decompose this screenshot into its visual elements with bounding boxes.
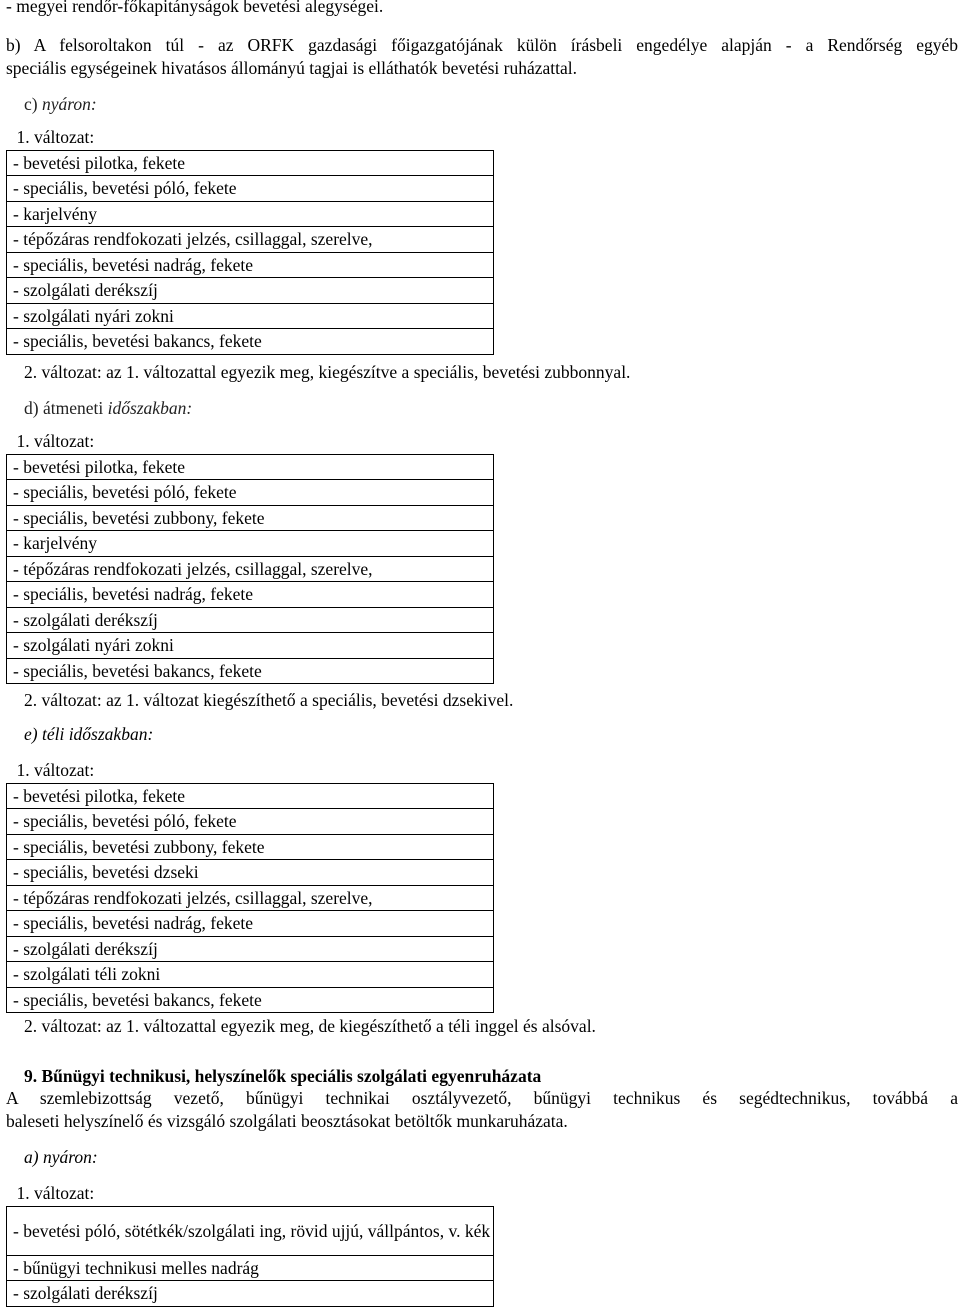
section-c-row: - tépőzáras rendfokozati jelzés, csillaggal, szerelve, <box>7 227 494 253</box>
section-9-table <box>6 1181 494 1307</box>
section-e-row: - speciális, bevetési póló, fekete <box>7 809 494 835</box>
section-9-a-heading: a) nyáron: <box>24 1147 98 1167</box>
paragraph-b-line-2: speciális egységeinek hivatásos állományú tagjai is elláthatók bevetési ruházattal. <box>6 58 577 78</box>
section-e-heading: e) téli időszakban: <box>24 724 154 744</box>
section-c-table-head: 1. változat: <box>7 125 494 150</box>
section-d-table <box>6 429 494 684</box>
section-e-row: - speciális, bevetési zubbony, fekete <box>7 834 494 860</box>
section-e-table <box>6 758 494 1013</box>
section-c-row: - szolgálati derékszíj <box>7 278 494 304</box>
section-c-row: - bevetési pilotka, fekete <box>7 150 494 176</box>
section-c-heading <box>24 92 97 116</box>
section-e-row: - speciális, bevetési nadrág, fekete <box>7 911 494 937</box>
section-d-row: - karjelvény <box>7 531 494 557</box>
section-e-row: - tépőzáras rendfokozati jelzés, csillaggal, szerelve, <box>7 885 494 911</box>
section-e-row: - speciális, bevetési dzseki <box>7 860 494 886</box>
section-c-row: - szolgálati nyári zokni <box>7 303 494 329</box>
section-d-row: - speciális, bevetési bakancs, fekete <box>7 658 494 684</box>
section-9-title: 9. Bűnügyi technikusi, helyszínelők speciális szolgálati egyenruházata <box>24 1066 542 1086</box>
section-d-heading-prefix: d) átmeneti <box>24 398 108 418</box>
section-d-heading <box>24 396 192 420</box>
section-d-row: - speciális, bevetési póló, fekete <box>7 480 494 506</box>
intro-line: - megyei rendőr-főkapitányságok bevetési alegységei. <box>6 0 384 16</box>
section-d-row: - speciális, bevetési nadrág, fekete <box>7 582 494 608</box>
section-d-row: - szolgálati nyári zokni <box>7 633 494 659</box>
section-d-variant-2: 2. változat: az 1. változat kiegészíthető a speciális, bevetési dzsekivel. <box>24 690 514 710</box>
section-d-row: - speciális, bevetési zubbony, fekete <box>7 505 494 531</box>
section-c-heading-italic: nyáron: <box>41 94 97 114</box>
section-e-table-head: 1. változat: <box>7 758 494 783</box>
section-e-variant-2: 2. változat: az 1. változattal egyezik meg, de kiegészíthető a téli inggel és alsóval. <box>24 1016 596 1036</box>
section-9-table-head: 1. változat: <box>7 1181 494 1206</box>
section-d-row: - bevetési pilotka, fekete <box>7 454 494 480</box>
section-d-row: - szolgálati derékszíj <box>7 607 494 633</box>
section-d-heading-italic: időszakban: <box>107 398 193 418</box>
section-e-row: - szolgálati derékszíj <box>7 936 494 962</box>
section-9-row: - szolgálati derékszíj <box>7 1281 494 1307</box>
section-c-row: - karjelvény <box>7 201 494 227</box>
section-e-row: - szolgálati téli zokni <box>7 962 494 988</box>
section-c-row: - speciális, bevetési nadrág, fekete <box>7 252 494 278</box>
section-c-row: - speciális, bevetési póló, fekete <box>7 176 494 202</box>
section-9-paragraph-line-2: baleseti helyszínelő és vizsgáló szolgálati beosztásokat betöltők munkaruházata. <box>6 1111 568 1131</box>
section-9-paragraph-line-1: A szemlebizottság vezető, bűnügyi technikai osztályvezető, bűnügyi technikus és segédtechnikus, továbbá a <box>6 1088 958 1108</box>
section-9-row: - bűnügyi technikusi melles nadrág <box>7 1255 494 1281</box>
section-c-table <box>6 125 494 355</box>
section-d-table-head: 1. változat: <box>7 429 494 454</box>
section-9-row: - bevetési póló, sötétkék/szolgálati ing, rövid ujjú, vállpántos, v. kék <box>7 1206 494 1255</box>
paragraph-b-line-1: b) A felsoroltakon túl - az ORFK gazdasági főigazgatójának külön írásbeli engedélye alapján - a Rendőrség egyéb <box>6 35 958 55</box>
section-c-row: - speciális, bevetési bakancs, fekete <box>7 329 494 355</box>
section-d-row: - tépőzáras rendfokozati jelzés, csillaggal, szerelve, <box>7 556 494 582</box>
section-c-heading-prefix: c) <box>24 94 42 114</box>
section-e-row: - speciális, bevetési bakancs, fekete <box>7 987 494 1013</box>
section-e-row: - bevetési pilotka, fekete <box>7 783 494 809</box>
section-c-variant-2: 2. változat: az 1. változattal egyezik meg, kiegészítve a speciális, bevetési zubbonnyal. <box>24 362 631 382</box>
